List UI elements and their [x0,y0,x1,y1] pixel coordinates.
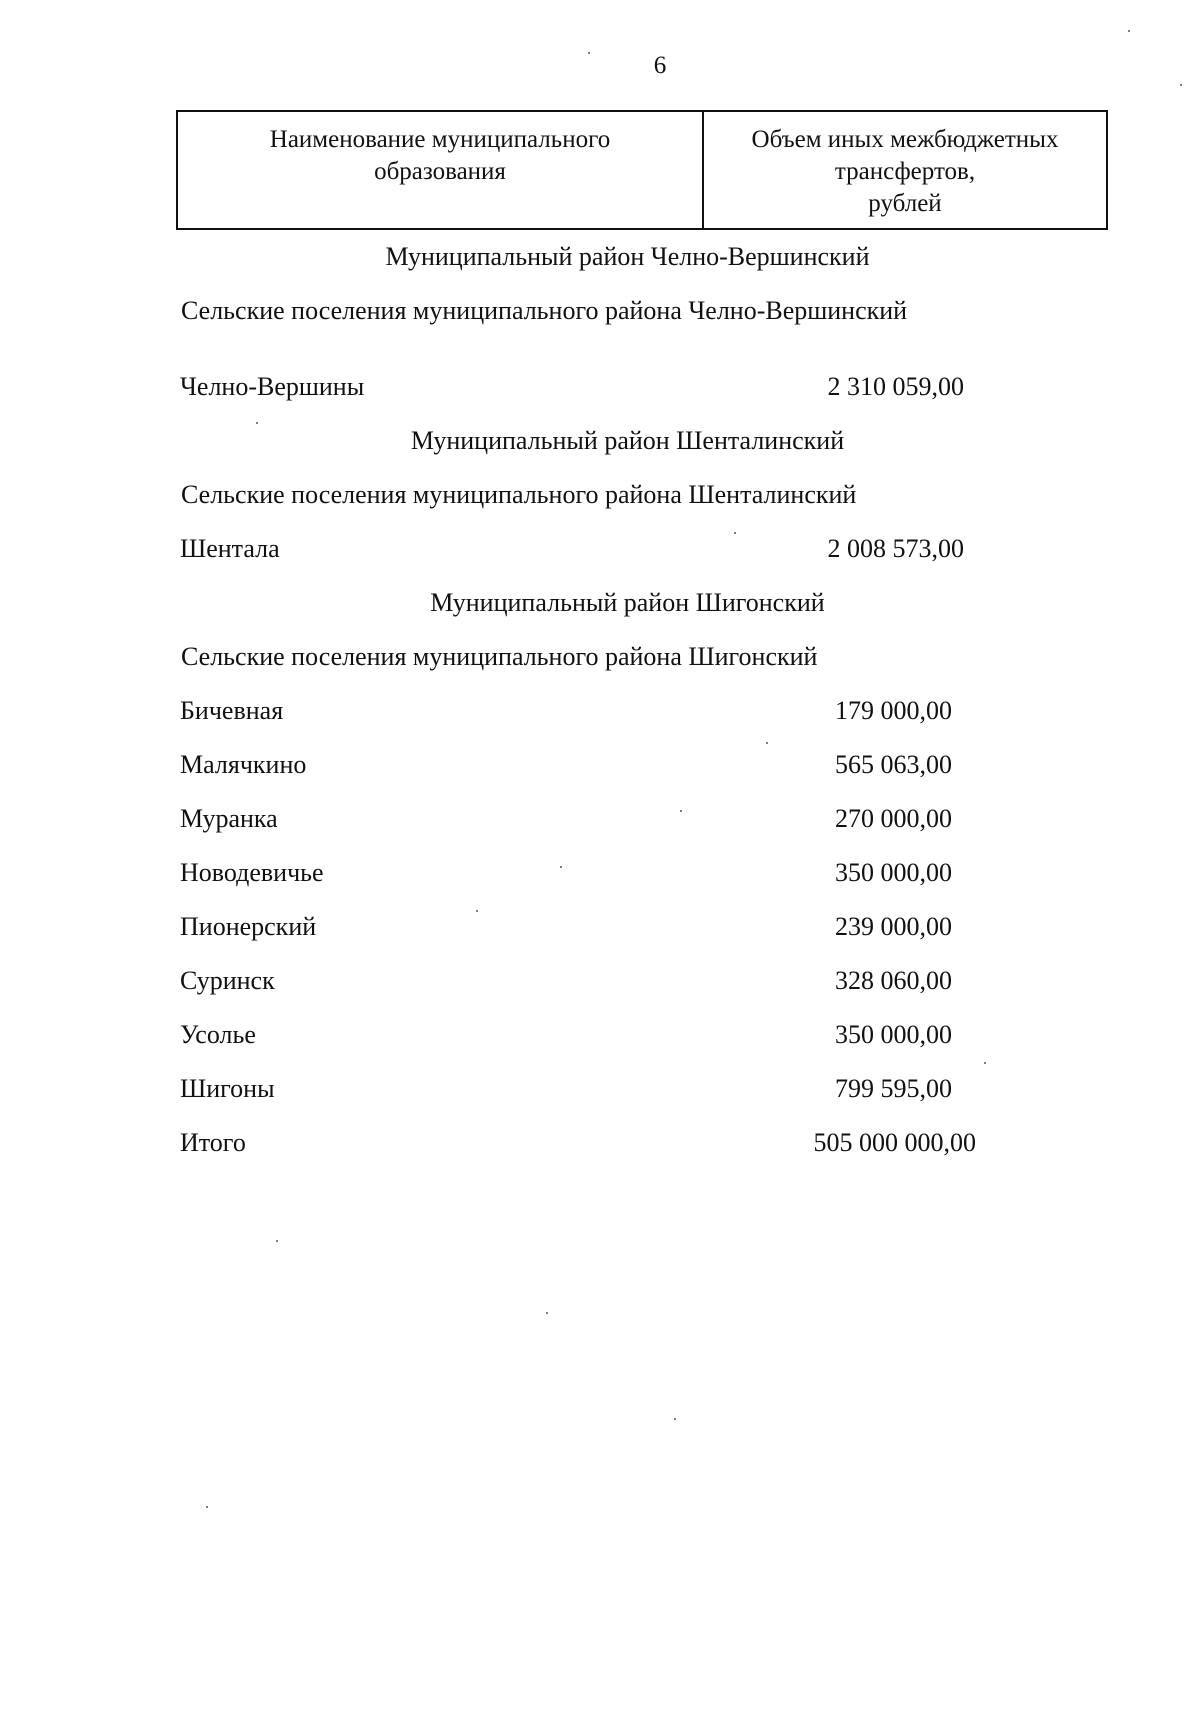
scan-speck [476,910,478,912]
settlement-name: Шентала [180,534,280,563]
header-name-line: образования [374,158,506,185]
table-header [176,110,1108,230]
page-number: 6 [653,52,667,79]
settlement-name: Суринск [180,966,275,995]
scan-speck [206,1506,208,1508]
district-heading: Муниципальный район Челно-Вершинский [385,242,870,271]
header-volume-line: Объем иных межбюджетных [751,126,1059,153]
scan-speck [984,1062,986,1064]
settlement-name: Новодевичье [180,858,324,887]
scan-speck [256,422,258,424]
settlements-heading: Сельские поселения муниципального района Шенталинский [181,480,857,509]
settlement-name: Усолье [180,1020,256,1049]
total-label: Итого [180,1128,246,1157]
settlement-name: Пионерский [180,912,317,941]
header-name-column [178,112,704,228]
settlement-value: 350 000,00 [835,1020,952,1049]
settlement-value: 328 060,00 [835,966,952,995]
scan-speck [546,1312,548,1314]
scan-speck [766,742,768,744]
settlement-value: 799 595,00 [835,1074,952,1103]
settlement-value: 2 008 573,00 [827,534,964,563]
scan-speck [560,866,562,868]
settlement-value: 270 000,00 [835,804,952,833]
district-heading: Муниципальный район Шенталинский [410,426,845,455]
settlements-heading: Сельские поселения муниципального района Челно-Вершинский [181,296,908,325]
settlement-name: Шигоны [180,1074,275,1103]
settlement-name: Малячкино [180,750,307,779]
settlement-name: Челно-Вершины [180,372,365,401]
header-volume-line: рублей [868,190,942,217]
scan-speck [734,532,736,534]
settlements-heading: Сельские поселения муниципального района Шигонский [181,642,818,671]
settlement-value: 179 000,00 [835,696,952,725]
settlement-value: 2 310 059,00 [827,372,964,401]
total-value: 505 000 000,00 [813,1128,976,1157]
scan-speck [276,1240,278,1242]
scan-speck [1180,84,1182,86]
scan-speck [674,1418,676,1420]
settlement-value: 239 000,00 [835,912,952,941]
scan-speck [588,52,590,54]
settlement-value: 565 063,00 [835,750,952,779]
settlement-value: 350 000,00 [835,858,952,887]
header-volume-column [704,112,1106,228]
header-name-line: Наименование муниципального [269,126,611,153]
header-volume-line: трансфертов, [834,158,976,185]
scan-speck [1128,30,1130,32]
settlement-name: Муранка [180,804,278,833]
scan-speck [680,810,682,812]
district-heading: Муниципальный район Шигонский [430,588,825,617]
settlement-name: Бичевная [180,696,284,725]
